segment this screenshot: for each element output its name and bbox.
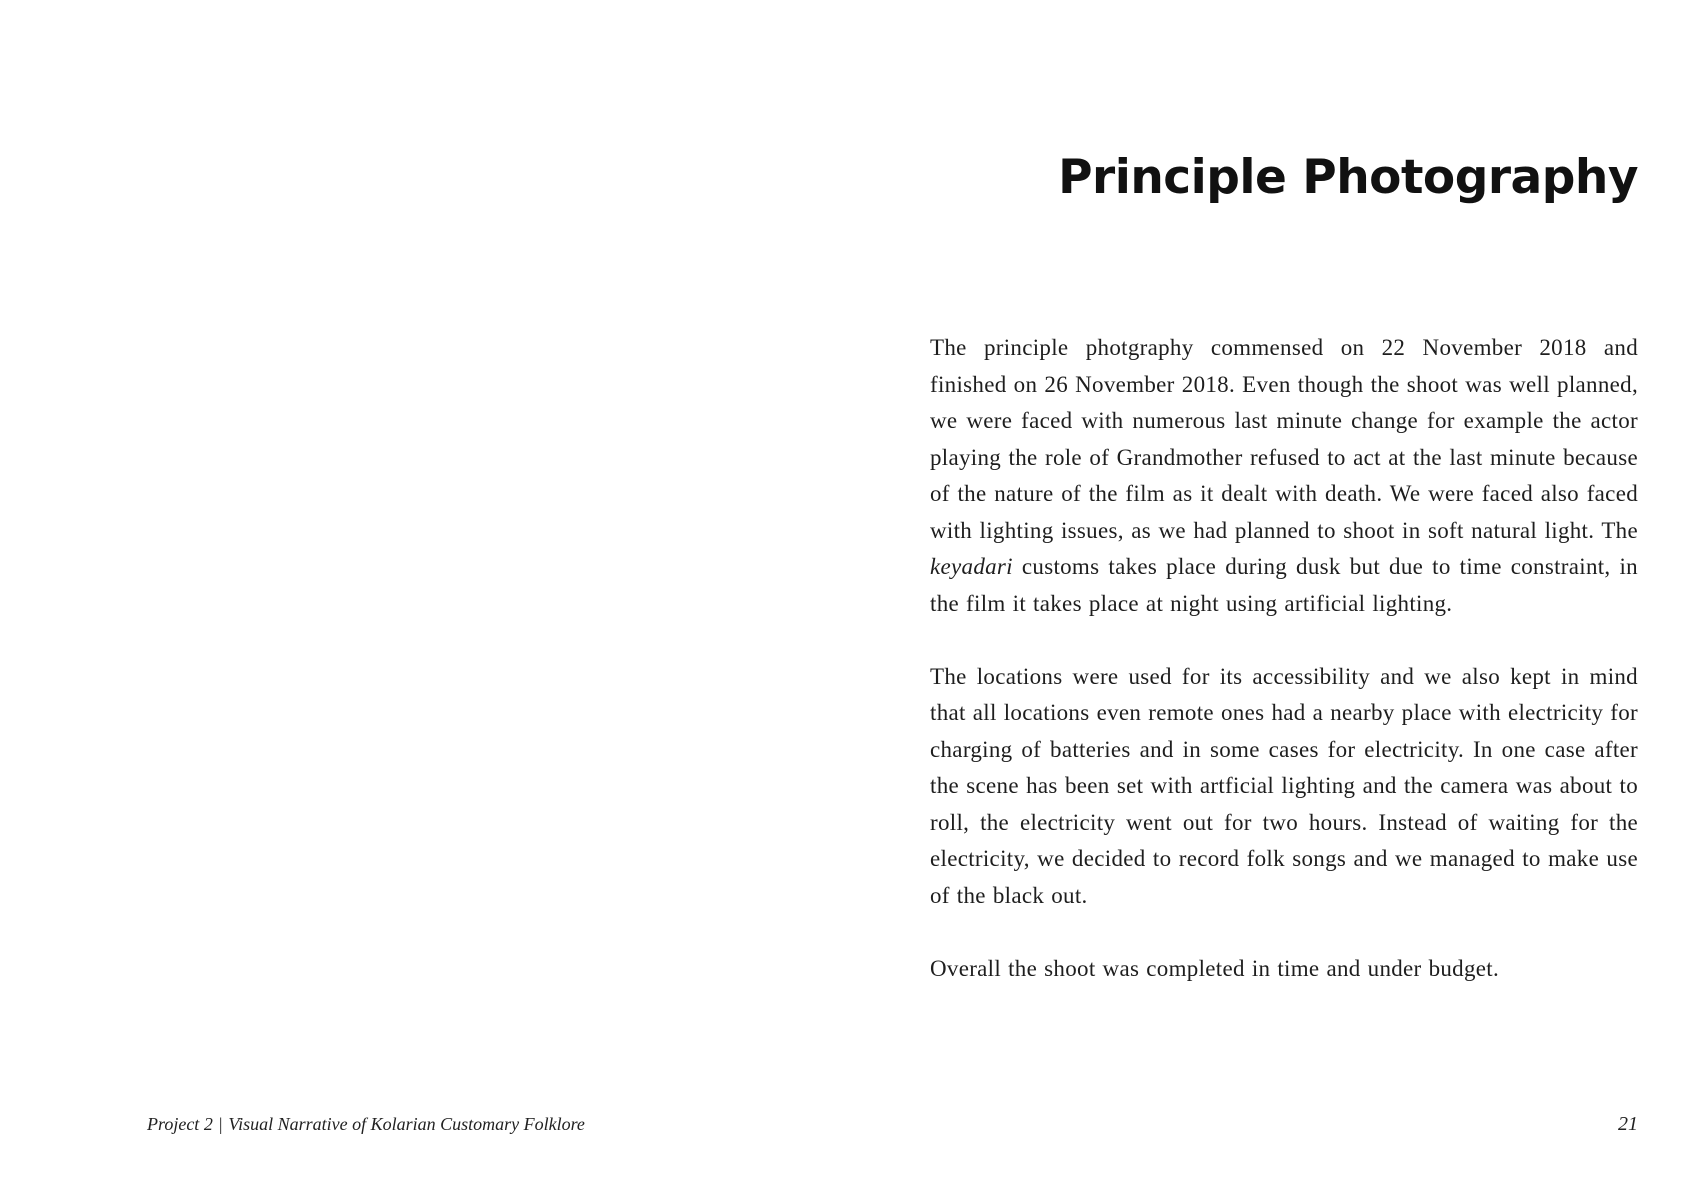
page-title: Principle Photography: [1058, 150, 1638, 205]
footer-project: Project 2: [147, 1114, 213, 1134]
paragraph-1-part-a: The principle photgraphy commensed on 22 November 2018 and finished on 26 November 2018. Even though the shoot was well planned, we were faced with numerous last minute change for example the actor playing the role of Grandmother refused to act at the last minute because of the nature of the film as it dealt with death. We were faced also faced with lighting issues, as we had planned to shoot in soft natural light. The: [930, 335, 1638, 543]
paragraph-1-part-b: customs takes place during dusk but due to time constraint, in the film it takes place at night using artificial lighting.: [930, 554, 1638, 616]
paragraph-1: [930, 330, 1638, 622]
page-number: 21: [1618, 1113, 1638, 1135]
body-text: [930, 330, 1638, 1024]
italic-term: keyadari: [930, 554, 1013, 579]
footer-subtitle: Visual Narrative of Kolarian Customary Folklore: [228, 1114, 585, 1134]
footer-running-title: [147, 1114, 585, 1135]
paragraph-2: The locations were used for its accessibility and we also kept in mind that all locations even remote ones had a nearby place with electricity for charging of batteries and in some cases for electricity. In one case after the scene has been set with artficial lighting and the camera was about to roll, the electricity went out for two hours. Instead of waiting for the electricity, we decided to record folk songs and we managed to make use of the black out.: [930, 663, 1638, 908]
paragraph-3: Overall the shoot was completed in time and under budget.: [930, 955, 1500, 981]
footer-separator: |: [218, 1114, 223, 1134]
